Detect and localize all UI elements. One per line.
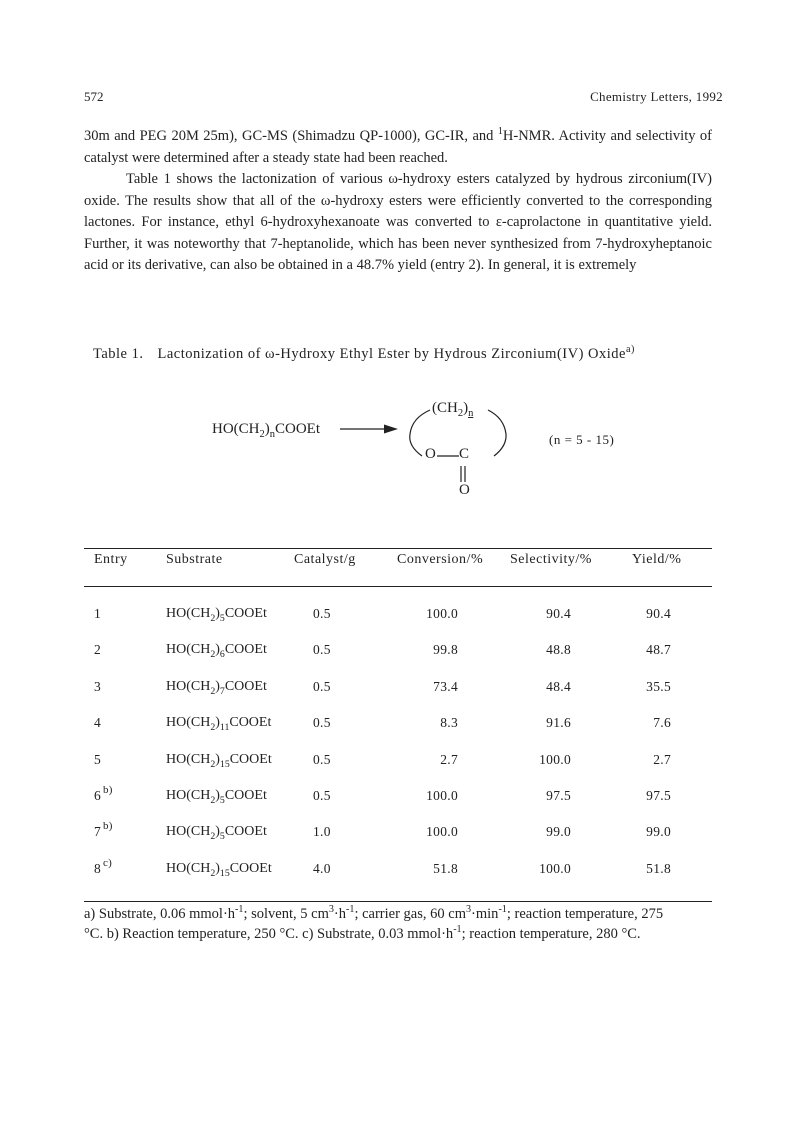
cell-yield: 97.5 (646, 788, 671, 803)
cell-conversion: 51.8 (433, 860, 458, 876)
cell-conversion: 100.0 (426, 606, 458, 621)
cell-catalyst: 1.0 (313, 824, 331, 840)
cell-entry-note: b) (103, 784, 113, 796)
cell-entry: 2 (94, 642, 102, 658)
cell-yield: 99.0 (646, 824, 671, 840)
cell-conversion: 100.0 (426, 824, 458, 840)
cell-entry: 7 (94, 824, 102, 840)
table-caption-footnote-mark: a) (625, 344, 635, 356)
cell-substrate: $HO(CH_2)_7COOEt$ (166, 678, 267, 697)
cell-catalyst: 0.5 (313, 678, 331, 694)
carbonyl-oxygen: O (459, 482, 470, 498)
cell-yield: 51.8 (646, 860, 671, 876)
cell-catalyst: 0.5 (313, 788, 331, 803)
cell-conversion: 8.3 (440, 715, 458, 731)
cell-yield: 7.6 (653, 715, 671, 731)
cell-yield: 35.5 (646, 678, 671, 694)
paragraph-1: 30m and PEG 20M 25m), GC-MS (Shimadzu QP-1000), GC-IR, and $^1$H-NMR. Activity and selectivity of catalyst were determined after a steady state had been reached. (84, 126, 712, 166)
cell-catalyst: 0.5 (313, 751, 331, 767)
cell-entry: 3 (94, 678, 102, 694)
cell-conversion: 73.4 (433, 678, 458, 694)
cell-entry: 5 (94, 751, 102, 767)
table-bottom-rule (84, 901, 712, 902)
cell-conversion: 99.8 (433, 642, 458, 658)
cell-entry: 4 (94, 715, 102, 731)
cell-substrate: $HO(CH_2)_6COOEt$ (166, 642, 267, 661)
cell-selectivity: 100.0 (539, 751, 571, 767)
ring-methylene-chain: $(CH_2)_n$ (432, 400, 474, 419)
cell-catalyst: 0.5 (313, 642, 331, 658)
cell-substrate: $HO(CH_2)_{15}COOEt$ (166, 751, 272, 770)
cell-selectivity: 97.5 (546, 788, 571, 803)
cell-entry: 1 (94, 606, 102, 621)
cell-entry: 6 (94, 788, 102, 803)
cell-yield: 90.4 (646, 606, 671, 621)
ring-oxygen: O (425, 446, 436, 462)
scheme-condition: (n = 5 - 15) (549, 432, 615, 447)
cell-substrate: $HO(CH_2)_5COOEt$ (166, 606, 267, 624)
cell-selectivity: 100.0 (539, 860, 571, 876)
cell-entry: 8 (94, 860, 102, 876)
scheme-reactant: $HO(CH_2)_nCOOEt$ (212, 421, 320, 440)
cell-substrate: $HO(CH_2)_{11}COOEt$ (166, 715, 272, 733)
cell-conversion: 2.7 (440, 751, 458, 767)
cell-catalyst: 0.5 (313, 606, 331, 621)
cell-catalyst: 0.5 (313, 715, 331, 731)
column-header-catalyst: Catalyst/g (294, 552, 356, 567)
footnote-text: a) Substrate, 0.06 $mmol\cdot h^{-1}$; solvent, 5 $cm^3\cdot h^{-1}$; carrier gas, 60 $cm^3\cdot\min^{-1}$; reaction temperature, 275 °C. b) Reaction temperature, 250 °C. c) Substrate, 0.03 $mmol\cdot h^{-1}$; reaction temperature, 280 °C. (84, 904, 664, 942)
page-number: 572 (84, 89, 104, 104)
cell-selectivity: 91.6 (546, 715, 571, 731)
cell-selectivity: 99.0 (546, 824, 571, 840)
table-caption-text: Lactonization of ω-Hydroxy Ethyl Ester by Hydrous Zirconium(IV) Oxide (157, 346, 626, 362)
table-caption (93, 346, 635, 363)
paragraph-2: Table 1 shows the lactonization of various ω-hydroxy esters catalyzed by hydrous zirconium(IV) oxide. The results show that all of the ω-hydroxy esters were efficiently converted to the corresponding lactones. For instance, ethyl 6-hydroxyhexanoate was converted to ε-caprolactone in quantitative yield. Further, it was noteworthy that 7-heptanolide, which has been never synthesized from 7-hydroxyheptanoic acid or its derivative, can also be obtained in a 48.7% yield (entry 2). In general, it is extremely (84, 171, 712, 273)
table-header-rule (84, 586, 712, 587)
cell-conversion: 100.0 (426, 788, 458, 803)
journal-name: Chemistry Letters, 1992 (590, 89, 723, 104)
ring-carbon: C (459, 446, 470, 462)
cell-selectivity: 48.4 (546, 678, 571, 694)
cell-catalyst: 4.0 (313, 860, 331, 876)
column-header-substrate: Substrate (166, 552, 223, 567)
cell-selectivity: 48.8 (546, 642, 571, 658)
cell-yield: 2.7 (653, 751, 671, 767)
table-caption-label: Table 1. (93, 346, 144, 362)
cell-entry-note: b) (103, 820, 113, 833)
cell-selectivity: 90.4 (546, 606, 571, 621)
cell-substrate: $HO(CH_2)_{15}COOEt$ (166, 860, 272, 879)
column-header-yield: Yield/% (632, 552, 682, 567)
cell-entry-note: c) (103, 856, 113, 869)
column-header-selectivity: Selectivity/% (510, 552, 592, 567)
reaction-arrow-icon (340, 422, 400, 436)
column-header-conversion: Conversion/% (397, 552, 484, 567)
cell-yield: 48.7 (646, 642, 671, 658)
cell-substrate: $HO(CH_2)_5COOEt$ (166, 824, 267, 843)
table-top-rule (84, 548, 712, 549)
cell-substrate: $HO(CH_2)_5COOEt$ (166, 788, 267, 806)
column-header-entry: Entry (94, 552, 128, 567)
table-footnotes (84, 905, 684, 944)
body-text (84, 126, 712, 277)
